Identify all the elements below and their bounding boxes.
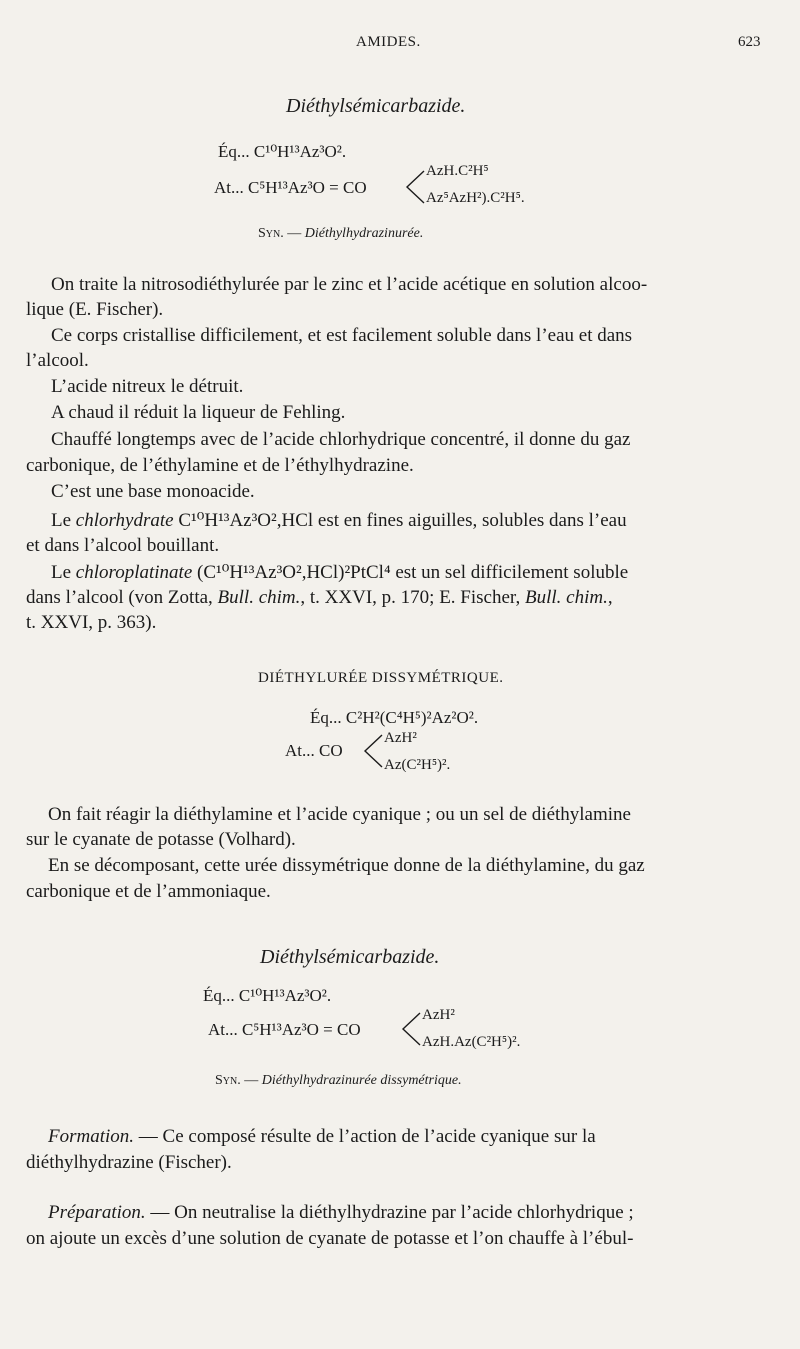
section-heading: DIÉTHYLURÉE DISSYMÉTRIQUE. [258,670,504,686]
eq-label: Éq... [310,708,342,727]
eq-formula-line [203,986,331,1006]
paragraph-line: A chaud il réduit la liqueur de Fehling. [51,402,346,423]
ref-text: , [607,587,613,608]
eq-formula-line [310,708,478,728]
paragraph-line: diéthylhydrazine (Fischer). [26,1152,232,1173]
at-formula-line [285,741,343,761]
ref-journal: Bull. chim. [217,587,301,608]
ref-journal: Bull. chim. [524,587,608,608]
branch-top: AzH.C²H⁵ [426,163,489,179]
eq-formula-line [218,142,346,162]
eq-formula: C¹⁰H¹³Az³O². [238,986,332,1005]
formation-line [48,1124,596,1149]
paragraph-line: Ce corps cristallise difficilement, et est facilement soluble dans l’eau et dans [51,325,633,346]
eq-formula: C²H²(C⁴H⁵)²Az²O². [345,708,479,727]
paragraph-line: et dans l’alcool bouillant. [26,535,220,556]
page-number: 623 [738,34,761,50]
chloroplatinate-line [51,560,628,585]
page-header [0,32,800,56]
lead-word: Le [51,510,72,531]
preparation-line [48,1200,634,1225]
lead-word: Le [51,562,72,583]
term-chlorhydrate: chlorhydrate [75,510,174,531]
at-formula: C⁵H¹³Az³O = CO [242,1020,361,1039]
synonym-line [215,1073,462,1089]
eq-formula: C¹⁰H¹³Az³O². [253,142,347,161]
paragraph-line: En se décomposant, cette urée dissymétrique donne de la diéthylamine, du gaz [48,855,645,876]
paragraph-line: lique (E. Fischer). [26,299,164,320]
section-title: Diéthylsémicarbazide. [286,95,466,117]
paragraph-line: On fait réagir la diéthylamine et l’acide cyanique ; ou un sel de diéthylamine [48,804,631,825]
paragraph-line: L’acide nitreux le détruit. [51,376,244,397]
paragraph-line: on ajoute un excès d’une solution de cyanate de potasse et l’on chauffe à l’ébul- [26,1228,634,1249]
at-label: At... [208,1020,238,1039]
branch-bottom: AzH.Az(C²H⁵)². [422,1034,521,1050]
at-formula: C⁵H¹³Az³O = CO [248,178,367,197]
syn-label: Syn. — [258,226,302,241]
at-formula-line [214,178,367,198]
paragraph-line: l’alcool. [26,350,89,371]
synonym-line [258,226,423,242]
branch-bottom: Az⁵AzH²).C²H⁵. [426,190,525,206]
running-title: AMIDES. [356,34,421,50]
ref-text: dans l’alcool (von Zotta, [26,587,213,608]
formation-text: — Ce composé résulte de l’action de l’acide cyanique sur la [138,1126,596,1147]
syn-label: Syn. — [215,1073,259,1088]
term-chloroplatinate: chloroplatinate [75,562,193,583]
paragraph-line: sur le cyanate de potasse (Volhard). [26,829,296,850]
at-label: At... [285,741,315,760]
chlorhydrate-line [51,508,627,533]
eq-label: Éq... [218,142,250,161]
formula-bracket [400,1010,422,1048]
ref-text: , t. XXVI, p. 170; E. Fischer, [300,587,521,608]
chlorhydrate-formula: C¹⁰H¹³Az³O²,HCl [178,510,314,531]
paragraph-line: On traite la nitrosodiéthylurée par le zinc et l’acide acétique en solution alcoo- [51,274,648,295]
chlorhydrate-description: est en fines aiguilles, solubles dans l’eau [317,510,627,531]
chloroplatinate-formula: (C¹⁰H¹³Az³O²,HCl)²PtCl⁴ [197,562,391,583]
at-label: At... [214,178,244,197]
paragraph-line: C’est une base monoacide. [51,481,255,502]
paragraph-line: carbonique, de l’éthylamine et de l’éthylhydrazine. [26,455,414,476]
term-preparation: Préparation. [48,1202,146,1223]
at-formula: CO [319,741,343,760]
at-formula-line [208,1020,361,1040]
paragraph-line: carbonique et de l’ammoniaque. [26,881,271,902]
syn-text: Diéthylhydrazinurée dissymétrique. [261,1073,462,1088]
paragraph-line: t. XXVI, p. 363). [26,612,157,633]
reference-line [26,585,613,610]
formula-bracket [362,732,384,770]
section-title: Diéthylsémicarbazide. [260,946,440,968]
branch-bottom: Az(C²H⁵)². [384,757,451,773]
branch-top: AzH² [422,1007,455,1023]
eq-label: Éq... [203,986,235,1005]
syn-text: Diéthylhydrazinurée. [304,226,424,241]
paragraph-line: Chauffé longtemps avec de l’acide chlorhydrique concentré, il donne du gaz [51,429,631,450]
formula-bracket [404,168,426,206]
branch-top: AzH² [384,730,417,746]
chloroplatinate-description: est un sel difficilement soluble [395,562,629,583]
term-formation: Formation. [48,1126,135,1147]
preparation-text: — On neutralise la diéthylhydrazine par l’acide chlorhydrique ; [150,1202,634,1223]
